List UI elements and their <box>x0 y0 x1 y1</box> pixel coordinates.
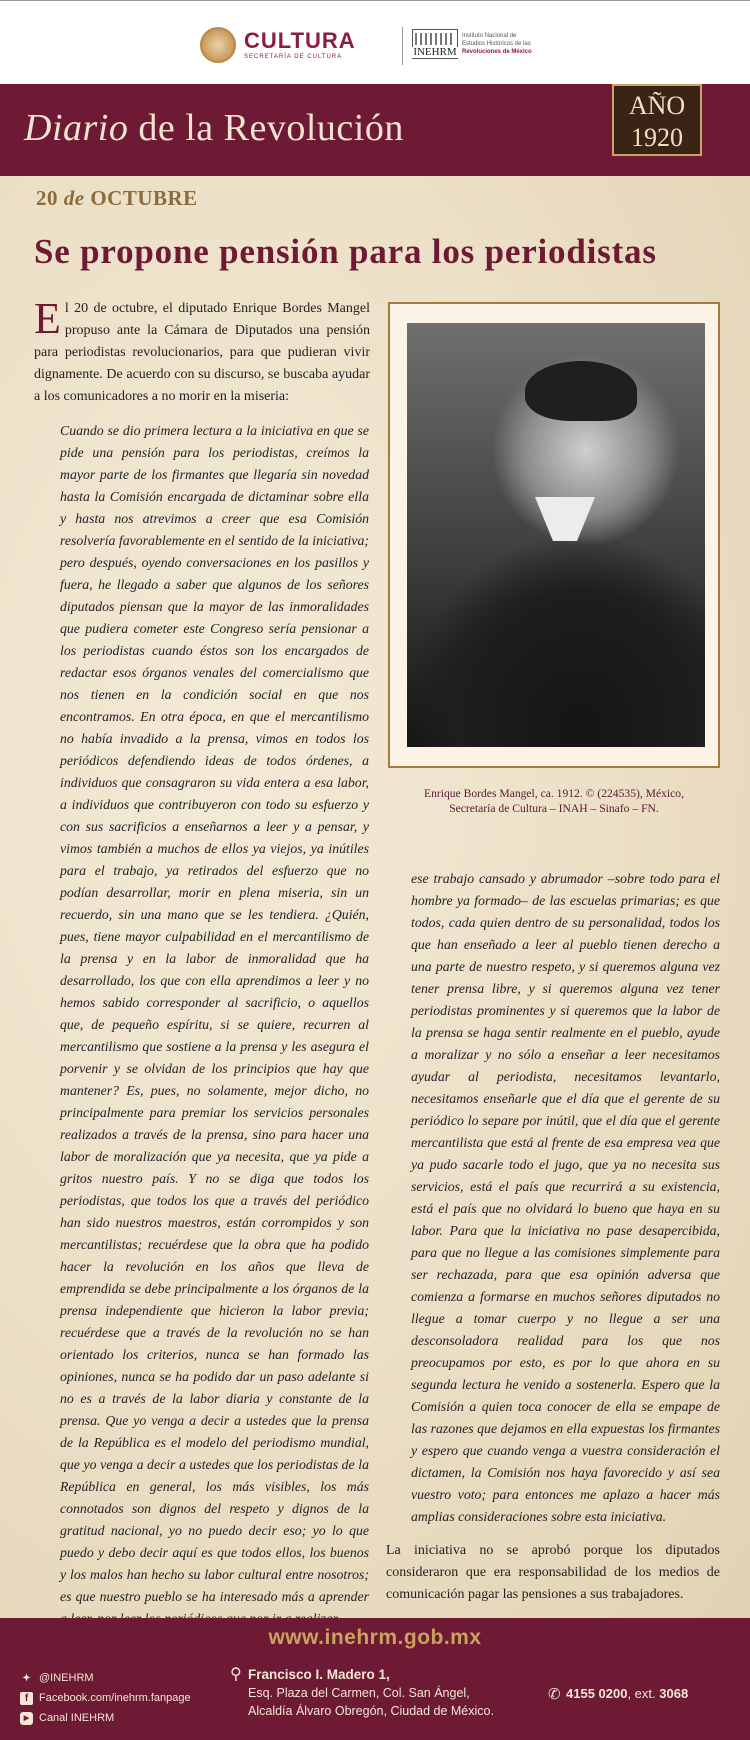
youtube-link[interactable] <box>20 1708 191 1728</box>
phone-ext: 3068 <box>659 1686 689 1701</box>
drop-cap: E <box>34 294 61 343</box>
logo-divider <box>402 27 403 65</box>
address-block <box>230 1666 494 1720</box>
diary-title-italic: Diario <box>24 107 129 149</box>
date-month: OCTUBRE <box>90 186 198 210</box>
article-conclusion: La iniciativa no se aprobó porque los diputados consideraron que era responsabilidad de los medios de comunicación pagar las pensiones a sus trabajadores. <box>386 1543 720 1602</box>
article-date <box>36 186 198 211</box>
top-logo-bar <box>0 0 750 84</box>
address-line-1: Francisco I. Madero 1, <box>248 1667 390 1682</box>
phone-ext-label: , ext. <box>627 1686 660 1701</box>
cultura-logo <box>200 25 356 65</box>
photo-caption <box>394 786 714 816</box>
twitter-handle: @INEHRM <box>39 1672 94 1684</box>
inehrm-line-3: Revoluciones de México <box>462 49 532 55</box>
speech-quote-part-2: ese trabajo cansado y abrumador –sobre todo para el hombre ya formado– de las escuelas primarias; es que todos, cada quien dentro de su personalidad, todos los que han enseñado a leer al pueblo tienen derecho a una parte de nuestro respeto, y si queremos alguna vez tener prensa libre, y si queremos alguna vez tener periodistas prominentes y si queremos que la labor de la prensa se haga sentir realmente en el pueblo, ayude a moralizar y no sólo a enseñar a leer necesitamos ayudar al periodista, necesitamos levantarlo, necesitamos enseñarle que el día que el gerente de su periódico lo separe por inútil, que el día que el gerente mercantilista que está al frente de esa empresa vea que ya pudo sacarle todo el jugo, que ya no necesita sus servicios, está el país que recurrirá a su existencia, está el país que no olvidará lo bueno que haya en su labor. Para que la iniciativa no pase desapercibida, para que no llegue a las comisiones simplemente para ser rechazada, para que esa opinión adversa que comienza a formarse en muchos señores diputados no llegue a tomar cuerpo y no llegue a ser una desconsoladora realidad para los que nos preocupamos por esto, es por lo que ahora en su segunda lectura he venido a sostenerla. Espero que la Comisión a quien toca conocer de ella se empape de las razones que dejamos en ella expuestas los firmantes y espero que cuando venga a vuestra consideración el dictamen, la Comisión nos haya favorecido y así sea vuestro voto; para entonces me aplazo a hacer más amplias consideraciones sobre esta iniciativa. <box>411 871 720 1524</box>
article-headline: Se propone pensión para los periodistas <box>34 232 657 271</box>
cultura-logo-name: CULTURA <box>244 28 356 53</box>
location-pin-icon: ⚲ <box>230 1666 242 1683</box>
footer <box>0 1618 750 1740</box>
portrait-photo <box>407 323 705 747</box>
twitter-icon: ✦ <box>22 1672 31 1684</box>
website-link[interactable]: www.inehrm.gob.mx <box>268 1626 482 1649</box>
date-day: 20 <box>36 186 58 210</box>
caption-line-1: Enrique Bordes Mangel, ca. 1912. © (224535), México, <box>424 787 684 800</box>
portrait-hair-shape <box>525 361 637 421</box>
facebook-icon: f <box>20 1692 33 1705</box>
inehrm-line-2: Estudios Históricos de las <box>462 41 531 47</box>
social-links <box>20 1668 191 1728</box>
portrait-collar-shape <box>535 497 595 541</box>
diary-title <box>24 106 404 150</box>
year-value: 1920 <box>631 123 683 152</box>
cultura-logo-subtitle: SECRETARÍA DE CULTURA <box>244 54 343 60</box>
year-label: AÑO <box>628 91 686 120</box>
inehrm-mark-text: INEHRM <box>413 46 457 58</box>
year-badge <box>612 84 702 156</box>
youtube-icon: ▶ <box>20 1712 33 1725</box>
diary-title-rest: de la Revolución <box>128 107 404 149</box>
address-line-3: Alcaldía Álvaro Obregón, Ciudad de México. <box>248 1704 494 1718</box>
national-seal-icon <box>200 27 236 63</box>
speech-quote-part-1: Cuando se dio primera lectura a la iniciativa en que se pide una pensión para los periodistas, creímos la mayor parte de los firmantes que llegaría sin novedad hasta la Comisión encargada de dictaminar sobre ella y hasta nos atrevimos a creer que esa Comisión resolvería favorablemente en el sentido de la iniciativa; pero después, oyendo conversaciones en los pasillos y fuera, he llegado a saber que algunos de los señores diputados piensan que la mayor de las inmoralidades que pudiera cometer este Congreso sería pensionar a los periodistas cuando éstos son los encargados de redactar esos órganos venales del comercialismo que nos tienen en la condición social en que nos encontramos. En otra época, en que el mercantilismo no había invadido a la prensa, vimos en todos los periódicos defendiendo ideas de todos órdenes, a individuos que consagraron su vida entera a esa labor, a individuos que contribuyeron con todo su esfuerzo y con sus sacrificios a enseñarnos a leer y a pensar, y vimos también a muchos de ellos ya viejos, ya inútiles para el trabajo, ya retirados del esfuerzo que no podían desarrollar, morir en plena miseria, sin un recuerdo, sin una mano que se les tendiera. ¿Quién, pues, tiene mayor culpabilidad en el mercantilismo de la prensa y en la labor de inmoralidad que ha desarrollado, los que con ella aprendimos a leer y no hemos sabido corresponder al sacrificio, o aquellos que, de pequeño espíritu, si se quiere, recurren al mercantilismo que sostiene a la prensa y les asegura el porvenir y se olvidan de los principios que hay que mantener? Es, pues, no solamente, mejor dicho, no principalmente para premiar los servicios personales realizados a través de la prensa, sino para hacer una labor de moralización que ya necesita, que ya pide a gritos nuestro país. Y no se diga que todos los periodistas, que todos los que a través del periódico han sido nuestros maestros, están corrompidos y son mercantilistas; recuérdese que la obra que ha podido hacer la revolución en los años que lleva de emprendida se debe principalmente a los órganos de la prensa independiente que hicieron la labor previa; recuérdese que a través de la revolución no se han orientado los criterios, nunca se han formado las opiniones, nunca se ha podido dar un paso adelante si no es a través de la labor diaria y constante de la prensa. Que yo venga a decir a ustedes que la prensa de la República es el modelo del periodismo mundial, que yo venga a decir a ustedes que los periodistas de la República en general, los más visibles, los más connotados son dignos del respeto y dignos de la gratitud nacional, yo no puedo decir eso; yo lo que puedo y debo decir aquí es que todos ellos, los buenos y los malos han hecho su labor cultural entre nosotros; es que nuestro pueblo se ha interesado más a aprender <box>60 423 369 1604</box>
inehrm-line-1: Instituto Nacional de <box>462 33 517 39</box>
caption-line-2: Secretaría de Cultura – INAH – Sinafo – FN. <box>449 802 659 815</box>
date-de: de <box>63 186 85 210</box>
phone-block <box>548 1686 689 1703</box>
twitter-link[interactable] <box>20 1668 191 1688</box>
phone-number: 4155 0200 <box>566 1686 628 1701</box>
inehrm-logo <box>412 29 532 59</box>
youtube-channel: Canal INEHRM <box>39 1712 115 1724</box>
intro-text: l 20 de octubre, el diputado Enrique Bordes Mangel propuso ante la Cámara de Diputados una pensión para periodistas revolucionarios, para que pudieran vivir dignamente. De acuerdo con su discurso, se buscaba ayudar a los comunicadores a no morir en la miseria: <box>34 301 370 404</box>
facebook-link[interactable] <box>20 1688 191 1708</box>
address-line-2: Esq. Plaza del Carmen, Col. San Ángel, <box>248 1686 470 1700</box>
facebook-url: Facebook.com/inehrm.fanpage <box>39 1692 191 1704</box>
portrait-frame <box>388 302 720 768</box>
phone-icon: ✆ <box>548 1686 561 1703</box>
article-intro <box>34 294 370 408</box>
inehrm-building-icon <box>412 29 458 59</box>
